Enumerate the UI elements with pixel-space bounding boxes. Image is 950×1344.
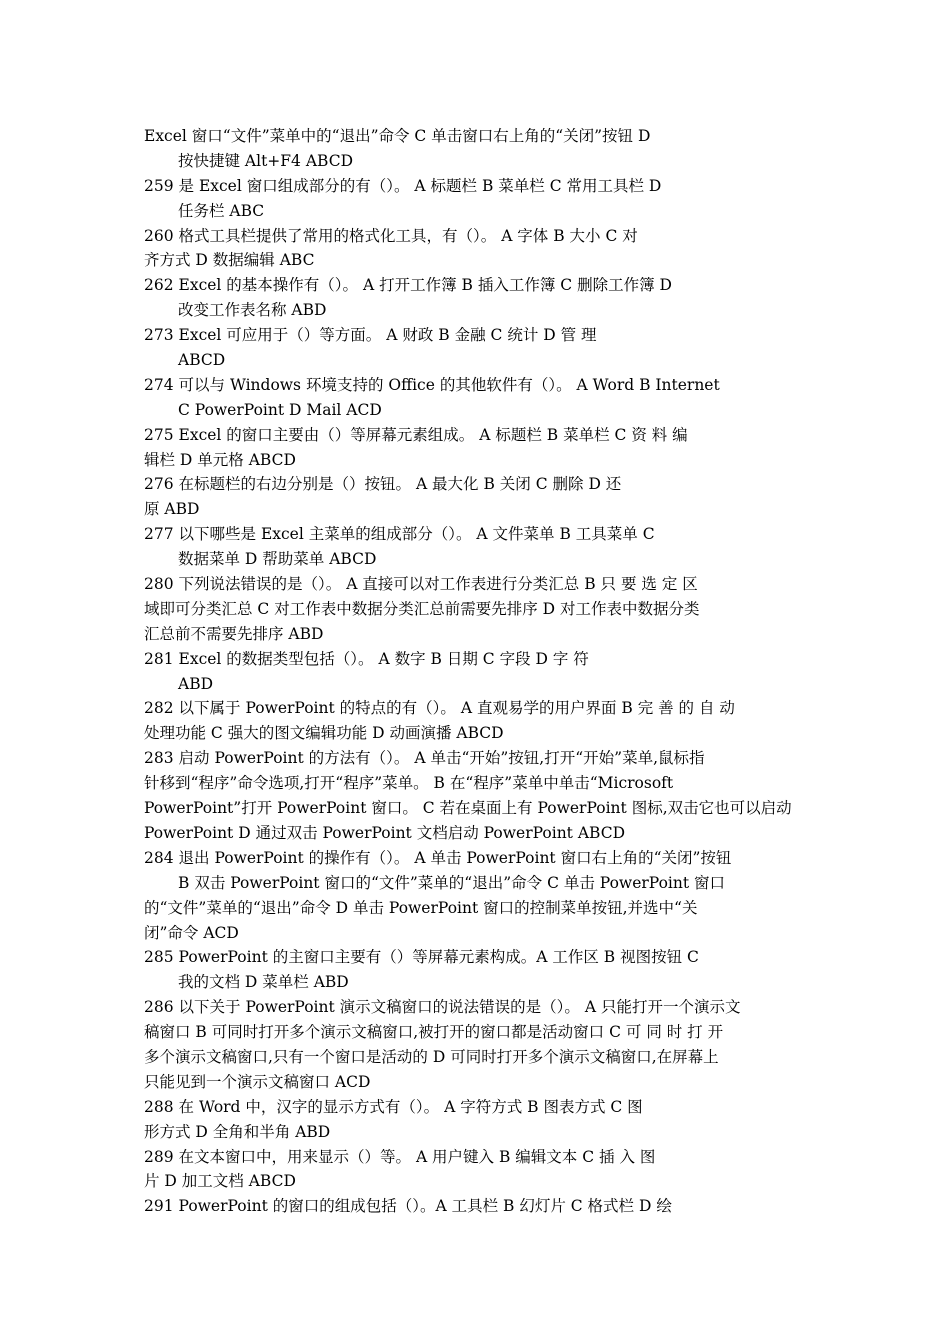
text-line: 283 启动 PowerPoint 的方法有（）。 A 单击“开始”按钮,打开“开始”菜单,鼠标指 xyxy=(144,749,705,768)
text-line: 数据菜单 D 帮助菜单 ABCD xyxy=(178,550,377,569)
text-line: 闭”命令 ACD xyxy=(144,923,239,942)
text-line: 282 以下属于 PowerPoint 的特点的有（）。 A 直观易学的用户界面 B 完 善 的 自 动 xyxy=(144,699,735,718)
text-line: 改变工作表名称 ABD xyxy=(178,301,327,320)
text-line: 片 D 加工文档 ABCD xyxy=(144,1172,296,1191)
text-line: ABCD xyxy=(178,351,226,370)
text-line: 汇总前不需要先排序 ABD xyxy=(144,624,324,643)
text-line: 齐方式 D 数据编辑 ABC xyxy=(144,251,315,270)
text-line: 259 是 Excel 窗口组成部分的有（）。 A 标题栏 B 菜单栏 C 常用工具栏 D xyxy=(144,176,662,195)
text-line: 281 Excel 的数据类型包括（）。 A 数字 B 日期 C 字段 D 字 符 xyxy=(144,649,589,668)
text-line: Excel 窗口“文件”菜单中的“退出”命令 C 单击窗口右上角的“关闭”按钮 D xyxy=(144,127,651,145)
text-line: 288 在 Word 中，汉字的显示方式有（）。 A 字符方式 B 图表方式 C 图 xyxy=(144,1097,643,1116)
text-line: 按快捷键 Alt+F4 ABCD xyxy=(178,151,353,170)
text-line: 260 格式工具栏提供了常用的格式化工具，有（）。 A 字体 B 大小 C 对 xyxy=(144,226,638,245)
text-line: 276 在标题栏的右边分别是（）按钮。 A 最大化 B 关闭 C 删除 D 还 xyxy=(144,475,622,494)
text-line: 多个演示文稿窗口,只有一个窗口是活动的 D 可同时打开多个演示文稿窗口,在屏幕上 xyxy=(144,1047,719,1066)
text-line: 我的文档 D 菜单栏 ABD xyxy=(178,973,349,992)
text-line: 的“文件”菜单的“退出”命令 D 单击 PowerPoint 窗口的控制菜单按钮,并选中“关 xyxy=(144,898,698,917)
text-line: 291 PowerPoint 的窗口的组成包括（）。A 工具栏 B 幻灯片 C 格式栏 D 绘 xyxy=(144,1197,672,1216)
text-line: 280 下列说法错误的是（）。 A 直接可以对工作表进行分类汇总 B 只 要 选 定 区 xyxy=(144,575,698,594)
text-line: 286 以下关于 PowerPoint 演示文稿窗口的说法错误的是（）。 A 只能打开一个演示文 xyxy=(144,998,741,1017)
text-line: PowerPoint”打开 PowerPoint 窗口。 C 若在桌面上有 PowerPoint 图标,双击它也可以启动 xyxy=(144,799,792,818)
text-line: 277 以下哪些是 Excel 主菜单的组成部分（）。 A 文件菜单 B 工具菜单 C xyxy=(144,525,655,544)
text-line: 275 Excel 的窗口主要由（）等屏幕元素组成。 A 标题栏 B 菜单栏 C 资 料 编 xyxy=(144,425,688,444)
text-line: 289 在文本窗口中，用来显示（）等。 A 用户键入 B 编辑文本 C 插 入 图 xyxy=(144,1147,656,1166)
text-line: 262 Excel 的基本操作有（）。 A 打开工作簿 B 插入工作簿 C 删除工作簿 D xyxy=(144,276,672,295)
text-line: 辑栏 D 单元格 ABCD xyxy=(144,450,296,469)
document-body xyxy=(144,124,807,1219)
text-line: 273 Excel 可应用于（）等方面。 A 财政 B 金融 C 统计 D 管 理 xyxy=(144,326,597,345)
text-line: 285 PowerPoint 的主窗口主要有（）等屏幕元素构成。A 工作区 B 视图按钮 C xyxy=(144,948,699,967)
text-line: 274 可以与 Windows 环境支持的 Office 的其他软件有（）。 A Word B Internet xyxy=(144,375,720,394)
text-line: C PowerPoint D Mail ACD xyxy=(178,400,382,419)
text-line: 284 退出 PowerPoint 的操作有（）。 A 单击 PowerPoint 窗口右上角的“关闭”按钮 xyxy=(144,848,732,867)
text-line: 任务栏 ABC xyxy=(178,201,265,220)
text-line: 原 ABD xyxy=(144,500,200,519)
text-line: 处理功能 C 强大的图文编辑功能 D 动画演播 ABCD xyxy=(144,724,504,743)
text-line: ABD xyxy=(178,674,214,693)
text-line: PowerPoint D 通过双击 PowerPoint 文档启动 PowerPoint ABCD xyxy=(144,823,626,842)
text-line: 形方式 D 全角和半角 ABD xyxy=(144,1122,331,1141)
text-line: 域即可分类汇总 C 对工作表中数据分类汇总前需要先排序 D 对工作表中数据分类 xyxy=(144,599,700,618)
text-line: 稿窗口 B 可同时打开多个演示文稿窗口,被打开的窗口都是活动窗口 C 可 同 时 打 开 xyxy=(144,1023,724,1042)
text-line: 只能见到一个演示文稿窗口 ACD xyxy=(144,1072,371,1091)
text-line: B 双击 PowerPoint 窗口的“文件”菜单的“退出”命令 C 单击 PowerPoint 窗口 xyxy=(178,873,726,892)
text-line: 针移到“程序”命令选项,打开“程序”菜单。 B 在“程序”菜单中单击“Microsoft xyxy=(144,774,674,793)
